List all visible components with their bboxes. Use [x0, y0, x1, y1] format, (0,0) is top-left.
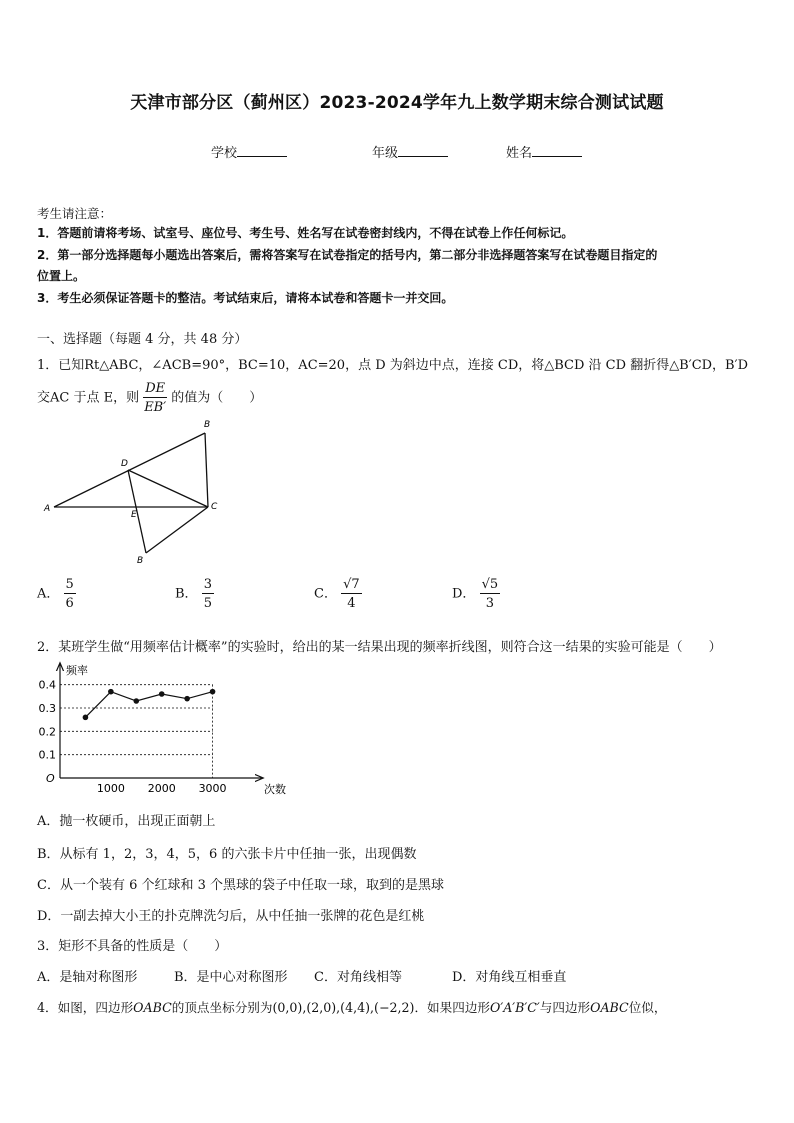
q3-option-d[interactable]: D．对角线互相垂直 [452, 970, 567, 985]
label-a: A [44, 504, 51, 514]
grade-blank[interactable] [398, 143, 448, 157]
q1-ratio [143, 382, 167, 414]
frequency-data-point [210, 689, 216, 695]
q1-option-b-value [202, 578, 214, 610]
q4-text [37, 997, 666, 1016]
label-b: B [204, 420, 211, 430]
q4-oabc: OABC [133, 1000, 172, 1015]
q1-option-d-value [480, 578, 501, 610]
q4-post2: 与四边形 [539, 1000, 591, 1015]
q4-mid: 的顶点坐标分别为 [171, 1000, 273, 1015]
q1-option-b-letter: B． [175, 586, 198, 602]
name-label: 姓名 [506, 146, 533, 161]
q4-oabc-again: OABC [590, 1000, 629, 1015]
notice-heading: 考生请注意： [37, 206, 113, 221]
q1-option-d-letter: D． [452, 586, 476, 602]
y-tick-label: 0.2 [38, 725, 56, 739]
y-tick-label: 0.4 [38, 678, 56, 692]
q4-coords: (0,0),(2,0),(4,4),(−2,2) [272, 1000, 415, 1015]
q1-option-d-den: 3 [485, 596, 494, 611]
q1-ratio-den: EB′ [144, 400, 167, 415]
y-tick-label: 0.1 [38, 748, 56, 762]
q3-text: 3．矩形不具备的性质是（ ） [37, 939, 228, 954]
label-e: E [131, 510, 137, 520]
school-label: 学校 [211, 146, 238, 161]
name-blank[interactable] [532, 143, 582, 157]
frequency-data-point [133, 698, 139, 704]
q3-option-c[interactable]: C．对角线相等 [314, 970, 402, 985]
frequency-data-point [83, 715, 89, 721]
q4-post1: ．如果四边形 [414, 1000, 491, 1015]
q1-figure [40, 415, 230, 570]
frequency-data-point [184, 696, 190, 702]
notice-item-3: 3．考生必须保证答题卡的整洁。考试结束后，请将本试卷和答题卡一并交回。 [37, 291, 454, 305]
q1-option-b-num: 3 [203, 577, 212, 592]
q1-line2-post: 的值为（ ） [171, 390, 263, 406]
q1-option-c-num: √7 [343, 577, 360, 592]
q1-line1: 1．已知Rt△ABC，∠ACB=90°，BC=10，AC=20，点 D 为斜边中点，连接 CD，将△BCD 沿 CD 翻折得△B′CD，B′D [37, 358, 748, 373]
label-b-prime: B [137, 556, 144, 566]
school-blank[interactable] [237, 143, 287, 157]
q4-oabc-prime: O′A′B′C′ [490, 1000, 540, 1015]
notice-item-2-cont: 位置上。 [37, 269, 86, 283]
notice-item-2: 2．第一部分选择题每小题选出答案后，需将答案写在试卷指定的括号内，第二部分非选择题答案写在试卷题目指定的 [37, 248, 658, 262]
q1-line2 [37, 382, 262, 414]
notice-item-1: 1．答题前请将考场、试室号、座位号、考生号、姓名写在试卷密封线内，不得在试卷上作任何标记。 [37, 226, 574, 240]
q1-option-a-den: 6 [65, 596, 74, 611]
q3-option-b[interactable]: B．是中心对称图形 [174, 970, 288, 985]
q2-option-d[interactable]: D．一副去掉大小王的扑克牌洗匀后，从中任抽一张牌的花色是红桃 [37, 909, 425, 924]
q1-option-a-num: 5 [65, 577, 74, 592]
q1-option-a-letter: A． [37, 586, 60, 602]
q1-option-c-den: 4 [347, 596, 356, 611]
q1-option-b[interactable] [175, 578, 214, 610]
q3-option-a[interactable]: A．是轴对称图形 [37, 970, 138, 985]
q1-option-a-value [64, 578, 76, 610]
origin-label: O [46, 772, 55, 785]
q4-pre: 4．如图，四边形 [37, 1000, 134, 1015]
school-field [211, 142, 287, 161]
x-tick-label: 2000 [147, 782, 176, 795]
x-tick-label: 3000 [198, 782, 227, 795]
frequency-data-point [159, 691, 165, 697]
q1-ratio-num: DE [145, 381, 166, 396]
q2-text: 2．某班学生做“用频率估计概率”的实验时，给出的某一结果出现的频率折线图，则符合这一结果的实验可能是（ ） [37, 640, 722, 655]
q1-option-c-value [341, 578, 362, 610]
frequency-series-line [85, 692, 212, 718]
q2-option-c[interactable]: C．从一个装有 6 个红球和 3 个黑球的袋子中任取一球，取到的是黑球 [37, 878, 445, 893]
x-axis-label: 次数 [264, 783, 286, 796]
q1-line2-pre: 交AC 于点 E，则 [37, 390, 140, 406]
q1-option-b-den: 5 [203, 596, 212, 611]
label-c: C [211, 502, 218, 512]
name-field [506, 142, 582, 161]
q2-option-a[interactable]: A．抛一枚硬币，出现正面朝上 [37, 814, 216, 829]
q1-option-c-letter: C． [314, 586, 337, 602]
grade-label: 年级 [372, 146, 399, 161]
page-title: 天津市部分区（蓟州区）2023-2024学年九上数学期末综合测试试题 [130, 93, 664, 113]
q1-option-d-num: √5 [481, 577, 499, 592]
q4-post3: 位似， [628, 1000, 667, 1015]
y-tick-label: 0.3 [38, 702, 56, 715]
q1-option-c[interactable] [314, 578, 362, 610]
frequency-data-point [108, 689, 114, 695]
q1-option-a[interactable] [37, 578, 76, 610]
x-tick-label: 1000 [96, 782, 125, 795]
label-d: D [121, 459, 128, 469]
section-heading: 一、选择题（每题 4 分，共 48 分） [37, 332, 248, 347]
q2-option-b[interactable]: B．从标有 1，2，3，4，5，6 的六张卡片中任抽一张，出现偶数 [37, 847, 417, 862]
y-axis-label: 频率 [66, 664, 88, 677]
q1-option-d[interactable] [452, 578, 500, 610]
frequency-line-chart [34, 660, 286, 800]
grade-field [372, 142, 448, 161]
